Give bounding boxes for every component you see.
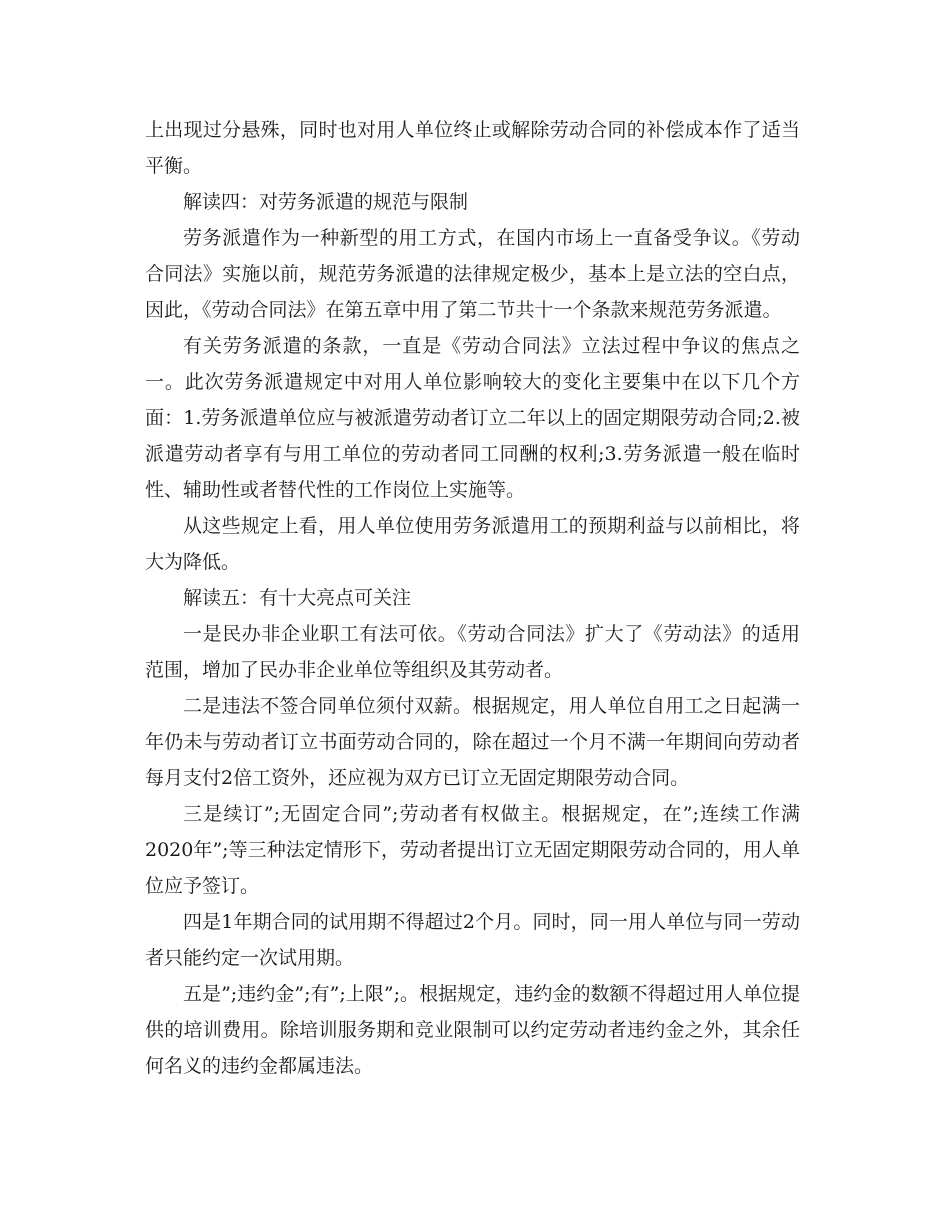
paragraph-highlight-one: 一是民办非企业职工有法可依。《劳动合同法》扩大了《劳动法》的适用范围，增加了民办非企业单位等组织及其劳动者。 <box>145 623 800 681</box>
paragraph-balance-continuation: 上出现过分悬殊，同时也对用人单位终止或解除劳动合同的补偿成本作了适当平衡。 <box>145 119 800 177</box>
document-page <box>145 112 800 1084</box>
paragraph-labor-dispatch-changes: 有关劳务派遣的条款，一直是《劳动合同法》立法过程中争议的焦点之一。此次劳务派遣规定中对用人单位影响较大的变化主要集中在以下几个方面：1.劳务派遣单位应与被派遣劳动者订立二年以上的固定期限劳动合同;2.被派遣劳动者享有与用工单位的劳动者同工同酬的权利;3.劳务派遣一般在临时性、辅助性或者替代性的工作岗位上实施等。 <box>145 335 800 501</box>
paragraph-expected-benefit: 从这些规定上看，用人单位使用劳务派遣用工的预期利益与以前相比，将大为降低。 <box>145 515 800 573</box>
paragraph-highlight-four: 四是1年期合同的试用期不得超过2个月。同时，同一用人单位与同一劳动者只能约定一次试用期。 <box>145 911 800 969</box>
heading-interpretation-four: 解读四：对劳务派遣的规范与限制 <box>183 191 469 213</box>
paragraph-highlight-three: 三是续订”;无固定合同”;劳动者有权做主。根据规定，在”;连续工作满2020年”;等三种法定情形下，劳动者提出订立无固定期限劳动合同的，用人单位应予签订。 <box>145 803 800 897</box>
paragraph-labor-dispatch-intro: 劳务派遣作为一种新型的用工方式，在国内市场上一直备受争议。《劳动合同法》实施以前，规范劳务派遣的法律规定极少，基本上是立法的空白点，因此，《劳动合同法》在第五章中用了第二节共十一个条款来规范劳务派遣。 <box>145 227 800 321</box>
heading-interpretation-five: 解读五：有十大亮点可关注 <box>183 587 412 609</box>
paragraph-highlight-two: 二是违法不签合同单位须付双薪。根据规定，用人单位自用工之日起满一年仍未与劳动者订立书面劳动合同的，除在超过一个月不满一年期间向劳动者每月支付2倍工资外，还应视为双方已订立无固定期限劳动合同。 <box>145 695 800 789</box>
paragraph-highlight-five: 五是”;违约金”;有”;上限”;。根据规定，违约金的数额不得超过用人单位提供的培训费用。除培训服务期和竞业限制可以约定劳动者违约金之外，其余任何名义的违约金都属违法。 <box>145 983 800 1077</box>
